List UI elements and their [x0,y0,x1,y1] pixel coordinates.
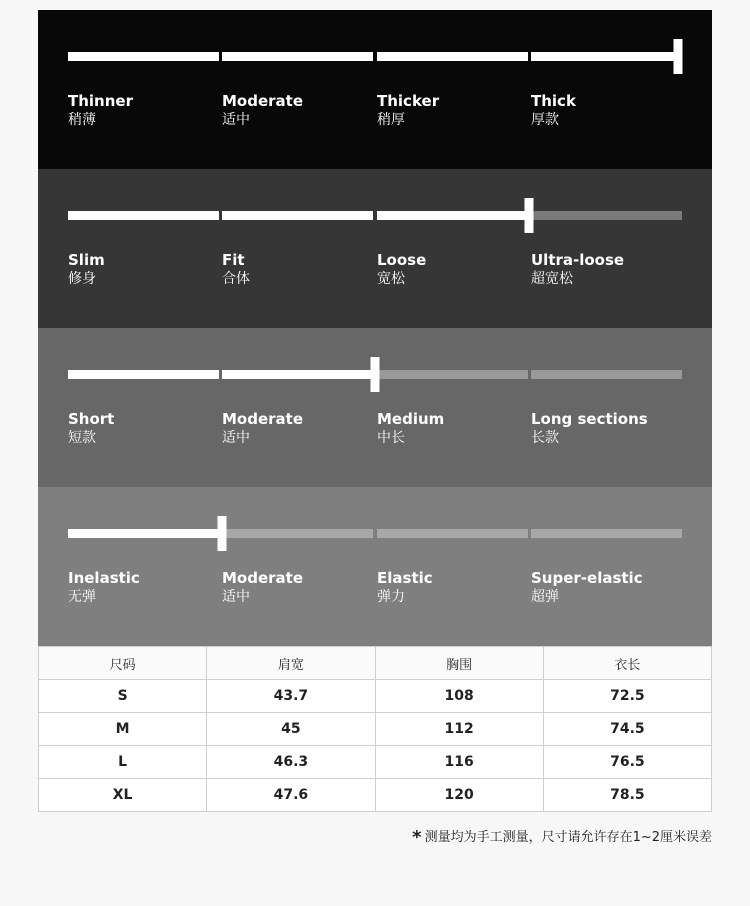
scale-marker [217,516,226,551]
scale-option [531,251,681,289]
scale-segment [222,52,373,61]
scale-track [68,370,682,379]
option-zh: 稍薄 [68,112,96,128]
scale-segment [68,370,219,379]
option-zh: 修身 [68,271,96,287]
product-spec-sheet [38,10,712,812]
scale-option [531,92,681,130]
option-zh: 弹力 [377,589,405,605]
scale-option [222,251,372,289]
table-cell: M [39,713,207,746]
scale-labels [68,251,688,295]
note-text: 测量均为手工测量，尺寸请允许存在1~2厘米误差 [424,830,712,845]
option-en: Long sections [531,410,648,428]
table-cell: 74.5 [543,713,711,746]
table-cell: 72.5 [543,680,711,713]
table-cell: 108 [375,680,543,713]
option-en: Medium [377,410,445,428]
scale-segment [377,52,528,61]
scale-option [377,410,527,448]
option-en: Super-elastic [531,569,643,587]
option-en: Moderate [222,569,304,587]
option-zh: 长款 [531,430,559,446]
scale-segment [377,211,528,220]
scale-segment [531,52,682,61]
scale-track [68,211,682,220]
scale-segment [222,529,373,538]
table-cell: 120 [375,779,543,812]
elasticity-scale [38,487,712,646]
option-en: Slim [68,251,105,269]
size-table [38,646,712,812]
table-cell: 78.5 [543,779,711,812]
header-cell: 尺码 [39,647,207,680]
option-en: Moderate [222,410,304,428]
scale-option [222,569,372,607]
scale-labels [68,410,688,454]
scale-marker [371,357,380,392]
table-cell: 43.7 [207,680,375,713]
scale-marker [673,39,682,74]
scale-track [68,52,682,61]
option-zh: 中长 [377,430,405,446]
scale-option [531,410,681,448]
asterisk-icon: * [412,827,422,848]
table-cell: 47.6 [207,779,375,812]
table-cell: 116 [375,746,543,779]
option-zh: 适中 [222,589,250,605]
option-en: Thinner [68,92,133,110]
table-cell: 46.3 [207,746,375,779]
scale-segment [68,529,219,538]
table-cell: L [39,746,207,779]
scale-option [377,569,527,607]
option-zh: 无弹 [68,589,96,605]
scale-option [377,251,527,289]
measurement-note [412,826,712,848]
scale-option [68,251,218,289]
header-cell: 衣长 [543,647,711,680]
option-zh: 适中 [222,430,250,446]
scale-segment [531,529,682,538]
length-scale [38,328,712,487]
scale-track [68,529,682,538]
option-en: Fit [222,251,245,269]
option-en: Elastic [377,569,433,587]
scale-option [222,92,372,130]
option-zh: 稍厚 [377,112,405,128]
table-row [39,746,712,779]
scale-option [68,569,218,607]
table-cell: 76.5 [543,746,711,779]
scale-segment [377,529,528,538]
table-cell: XL [39,779,207,812]
scale-marker [524,198,533,233]
header-cell: 肩宽 [207,647,375,680]
table-header-row [39,647,712,680]
scale-option [377,92,527,130]
scale-segment [531,211,682,220]
table-cell: 112 [375,713,543,746]
scale-labels [68,569,688,613]
option-zh: 适中 [222,112,250,128]
option-zh: 厚款 [531,112,559,128]
scale-segment [68,52,219,61]
table-cell: 45 [207,713,375,746]
scale-option [222,410,372,448]
option-en: Thicker [377,92,440,110]
option-zh: 短款 [68,430,96,446]
fit-scale [38,169,712,328]
scale-segment [531,370,682,379]
scale-option [531,569,681,607]
option-zh: 超弹 [531,589,559,605]
option-zh: 超宽松 [531,271,573,287]
option-en: Ultra-loose [531,251,625,269]
option-en: Short [68,410,115,428]
scale-option [68,92,218,130]
table-row [39,680,712,713]
option-en: Thick [531,92,576,110]
header-cell: 胸围 [375,647,543,680]
scale-segment [68,211,219,220]
table-row [39,779,712,812]
option-en: Moderate [222,92,304,110]
option-zh: 宽松 [377,271,405,287]
scale-segment [377,370,528,379]
table-row [39,713,712,746]
scale-labels [68,92,688,136]
scale-segment [222,370,373,379]
option-en: Inelastic [68,569,140,587]
option-zh: 合体 [222,271,250,287]
table-cell: S [39,680,207,713]
scale-segment [222,211,373,220]
scale-option [68,410,218,448]
thickness-scale [38,10,712,169]
option-en: Loose [377,251,427,269]
